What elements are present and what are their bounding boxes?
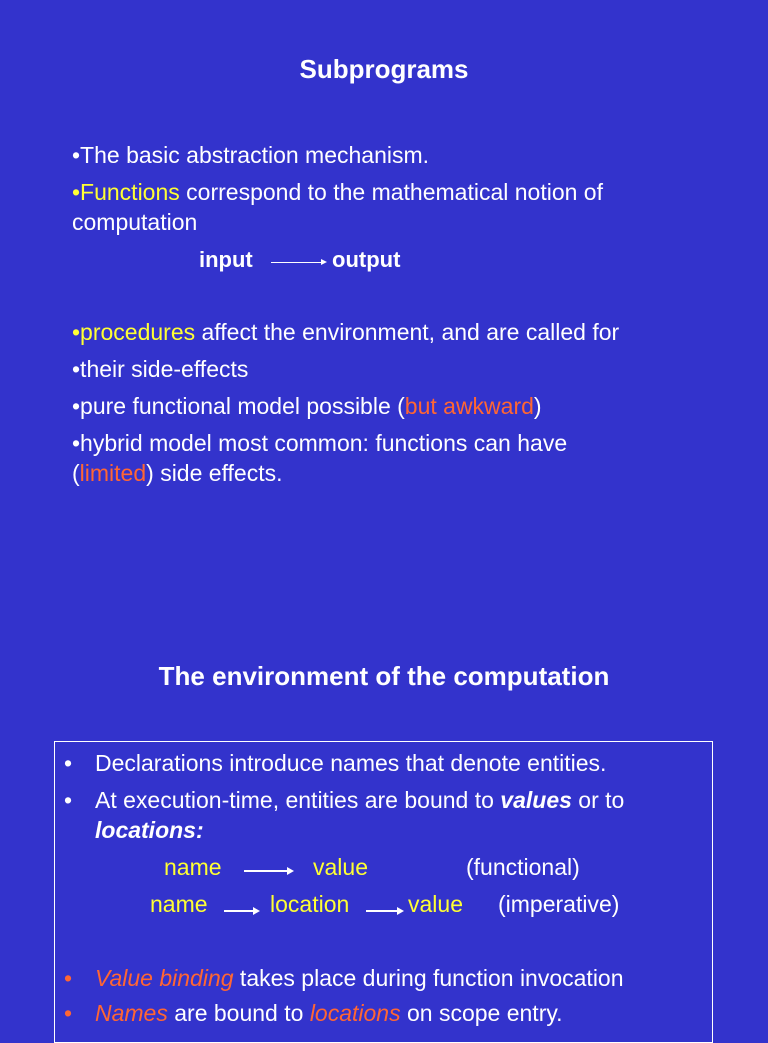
functions-text: correspond to the mathematical notion of (179, 179, 603, 205)
locations-term: locations: (95, 817, 204, 843)
slide1-line-computation: computation (72, 209, 198, 235)
slide1-line-pure-functional (72, 393, 542, 419)
bullet-icon: • (64, 1000, 73, 1026)
exec-post: or to (571, 787, 625, 813)
slide1-title: Subprograms (299, 54, 469, 84)
but-awkward-term: but awkward (404, 393, 534, 419)
values-term: values (500, 787, 572, 813)
names-term: Names (95, 1000, 168, 1026)
limited-post: ) side effects. (146, 460, 283, 486)
io-output-label: output (332, 247, 401, 272)
bullet-icon: • (64, 965, 73, 991)
slide1-line-functions (72, 179, 603, 205)
io-arrow-icon (271, 262, 325, 263)
limited-pre: ( (72, 460, 80, 486)
functional-value: value (313, 854, 368, 880)
procedures-text: affect the environment, and are called for (195, 319, 620, 345)
slide1-line-abstraction: •The basic abstraction mechanism. (72, 142, 430, 168)
slide1-line-hybrid: •hybrid model most common: functions can have (72, 430, 568, 456)
functional-name: name (164, 854, 222, 880)
slide1-line-procedures (72, 319, 619, 345)
exec-pre: At execution-time, entities are bound to (95, 787, 501, 813)
slide2-line-names-bound (95, 1000, 563, 1026)
value-binding-term: Value binding (95, 965, 234, 991)
slide2-line-declarations: Declarations introduce names that denote entities. (95, 750, 607, 776)
pure-post: ) (533, 393, 542, 419)
io-input-label: input (199, 247, 253, 272)
names-rest: on scope entry. (400, 1000, 563, 1026)
locations-term-2: locations (309, 1000, 401, 1026)
imperative-name: name (150, 891, 208, 917)
functional-arrow-icon (244, 870, 292, 872)
imperative-arrow-2-icon (366, 910, 402, 912)
slide1-line-limited (72, 460, 283, 486)
imperative-arrow-1-icon (224, 910, 258, 912)
functions-term: •Functions (72, 179, 180, 205)
bullet-icon: • (64, 787, 73, 813)
pure-pre: •pure functional model possible ( (72, 393, 405, 419)
imperative-value: value (408, 891, 463, 917)
value-binding-text: takes place during function invocation (233, 965, 624, 991)
procedures-term: •procedures (72, 319, 196, 345)
slide2-line-execution-time (95, 787, 624, 813)
bullet-icon: • (64, 750, 73, 776)
imperative-location: location (270, 891, 350, 917)
slide1-line-side-effects: •their side-effects (72, 356, 249, 382)
slide2-line-value-binding (95, 965, 624, 991)
slide2-title: The environment of the computation (158, 661, 610, 691)
functional-label: (functional) (466, 854, 580, 880)
imperative-label: (imperative) (498, 891, 620, 917)
limited-term: limited (79, 460, 147, 486)
names-mid: are bound to (167, 1000, 310, 1026)
